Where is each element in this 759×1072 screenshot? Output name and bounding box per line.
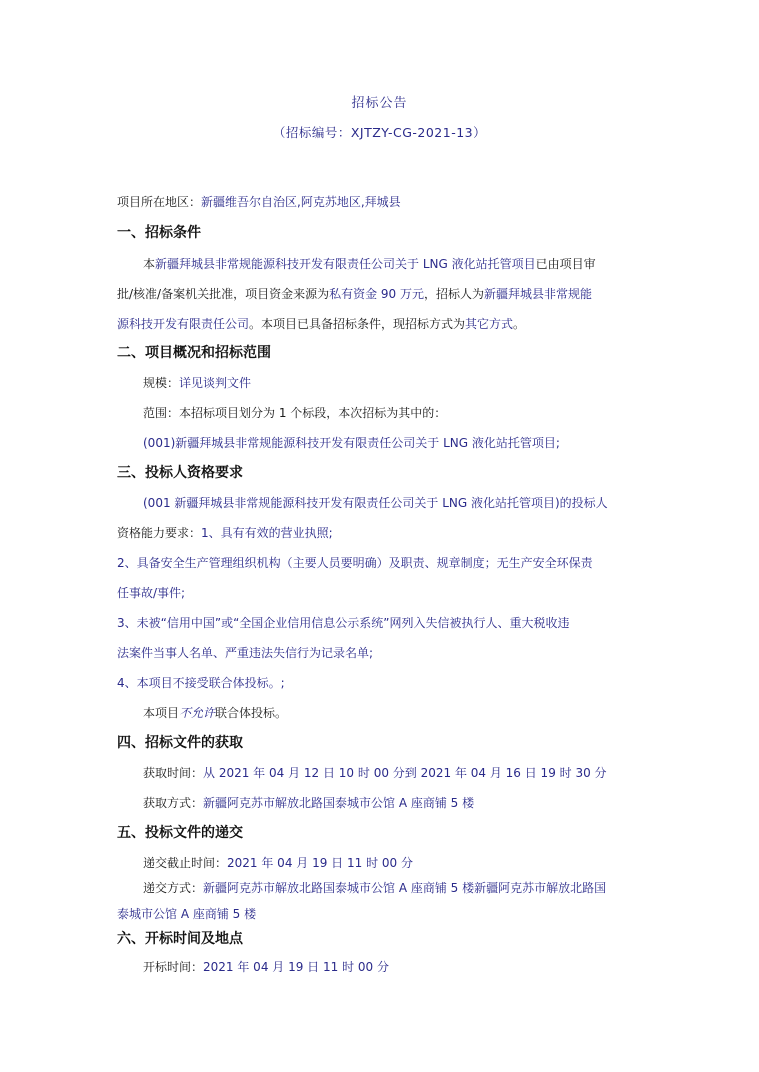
acquire-time-label: 获取时间： <box>143 766 204 780</box>
section1-text: 。本项目已具备招标条件，现招标方式为 <box>249 317 466 331</box>
section2-heading: 二、项目概况和招标范围 <box>117 345 271 361</box>
scale-line <box>143 375 251 391</box>
section1-text: 已由项目审 <box>535 257 596 271</box>
opening-time-value: 2021 年 04 月 19 日 11 时 00 分 <box>203 960 389 974</box>
qualification-item: 1、具有有效的营业执照; <box>201 526 333 540</box>
qualification-line3: 2、具备安全生产管理组织机构（主要人员要明确）及职责、规章制度；无生产安全环保责 <box>117 556 593 570</box>
range-line: 范围：本招标项目划分为 1 个标段，本次招标为其中的： <box>143 406 447 420</box>
location-label: 项目所在地区： <box>117 195 202 209</box>
tenderer-name: 新疆拜城县非常规能 <box>484 287 593 301</box>
deadline-label: 递交截止时间： <box>143 856 228 870</box>
tender-code: （招标编号：XJTZY-CG-2021-13） <box>272 125 487 140</box>
location-value: 新疆维吾尔自治区,阿克苏地区,拜城县 <box>201 195 401 209</box>
section1-line1 <box>143 256 596 272</box>
section1-heading: 一、招标条件 <box>117 225 201 241</box>
consortium-text: 本项目 <box>143 706 180 720</box>
deadline-line <box>143 855 413 871</box>
section1-text: 批/核准/备案机关批准，项目资金来源为 <box>117 287 330 301</box>
qualification-line1: (001 新疆拜城县非常规能源科技开发有限责任公司关于 LNG 液化站托管项目)的投标人 <box>143 496 608 510</box>
submit-method-value: 新疆阿克苏市解放北路国泰城市公馆 A 座商铺 5 楼新疆阿克苏市解放北路国 <box>203 881 607 895</box>
tenderer-name: 源科技开发有限责任公司 <box>117 317 250 331</box>
section1-line2 <box>117 286 592 302</box>
acquire-method-line <box>143 795 474 811</box>
consortium-line <box>143 705 287 721</box>
opening-time-label: 开标时间： <box>143 960 204 974</box>
project-name: 新疆拜城县非常规能源科技开发有限责任公司关于 LNG 液化站托管项目 <box>155 257 536 271</box>
submit-method-label: 递交方式： <box>143 881 204 895</box>
deadline-value: 2021 年 04 月 19 日 11 时 00 分 <box>227 856 413 870</box>
qualification-line4: 任事故/事件; <box>117 586 186 600</box>
qualification-line5: 3、未被“信用中国”或“全国企业信用信息公示系统”网列入失信被执行人、重大税收违 <box>117 616 570 630</box>
section6-heading: 六、开标时间及地点 <box>117 931 243 947</box>
qualification-line7: 4、本项目不接受联合体投标。; <box>117 676 285 690</box>
scale-label: 规模： <box>143 376 180 390</box>
section1-text: ，招标人为 <box>424 287 485 301</box>
tender-method: 其它方式 <box>465 317 514 331</box>
acquire-method-label: 获取方式： <box>143 796 204 810</box>
opening-time-line <box>143 959 389 975</box>
consortium-text: 联合体投标。 <box>215 706 288 720</box>
section1-text: 。 <box>513 317 526 331</box>
qualification-label: 资格能力要求： <box>117 526 202 540</box>
section3-heading: 三、投标人资格要求 <box>117 465 243 481</box>
section4-heading: 四、招标文件的获取 <box>117 735 243 751</box>
acquire-time-line <box>143 765 607 781</box>
lot-line: (001)新疆拜城县非常规能源科技开发有限责任公司关于 LNG 液化站托管项目; <box>143 436 560 450</box>
submit-method-line2: 泰城市公馆 A 座商铺 5 楼 <box>117 907 257 921</box>
section5-heading: 五、投标文件的递交 <box>117 825 243 841</box>
location-line <box>117 194 401 210</box>
acquire-time-value: 从 2021 年 04 月 12 日 10 时 00 分到 2021 年 04 月 16 日 19 时 30 分 <box>203 766 607 780</box>
consortium-value: 不允许 <box>179 706 216 720</box>
scale-value: 详见谈判文件 <box>179 376 252 390</box>
section1-text: 本 <box>143 257 156 271</box>
page-title: 招标公告 <box>351 96 408 111</box>
submit-method-line <box>143 880 606 896</box>
section1-line3 <box>117 316 525 332</box>
qualification-line2 <box>117 525 333 541</box>
fund-source: 私有资金 90 万元 <box>329 287 424 301</box>
qualification-line6: 法案件当事人名单、严重违法失信行为记录名单; <box>117 646 374 660</box>
acquire-method-value: 新疆阿克苏市解放北路国泰城市公馆 A 座商铺 5 楼 <box>203 796 475 810</box>
